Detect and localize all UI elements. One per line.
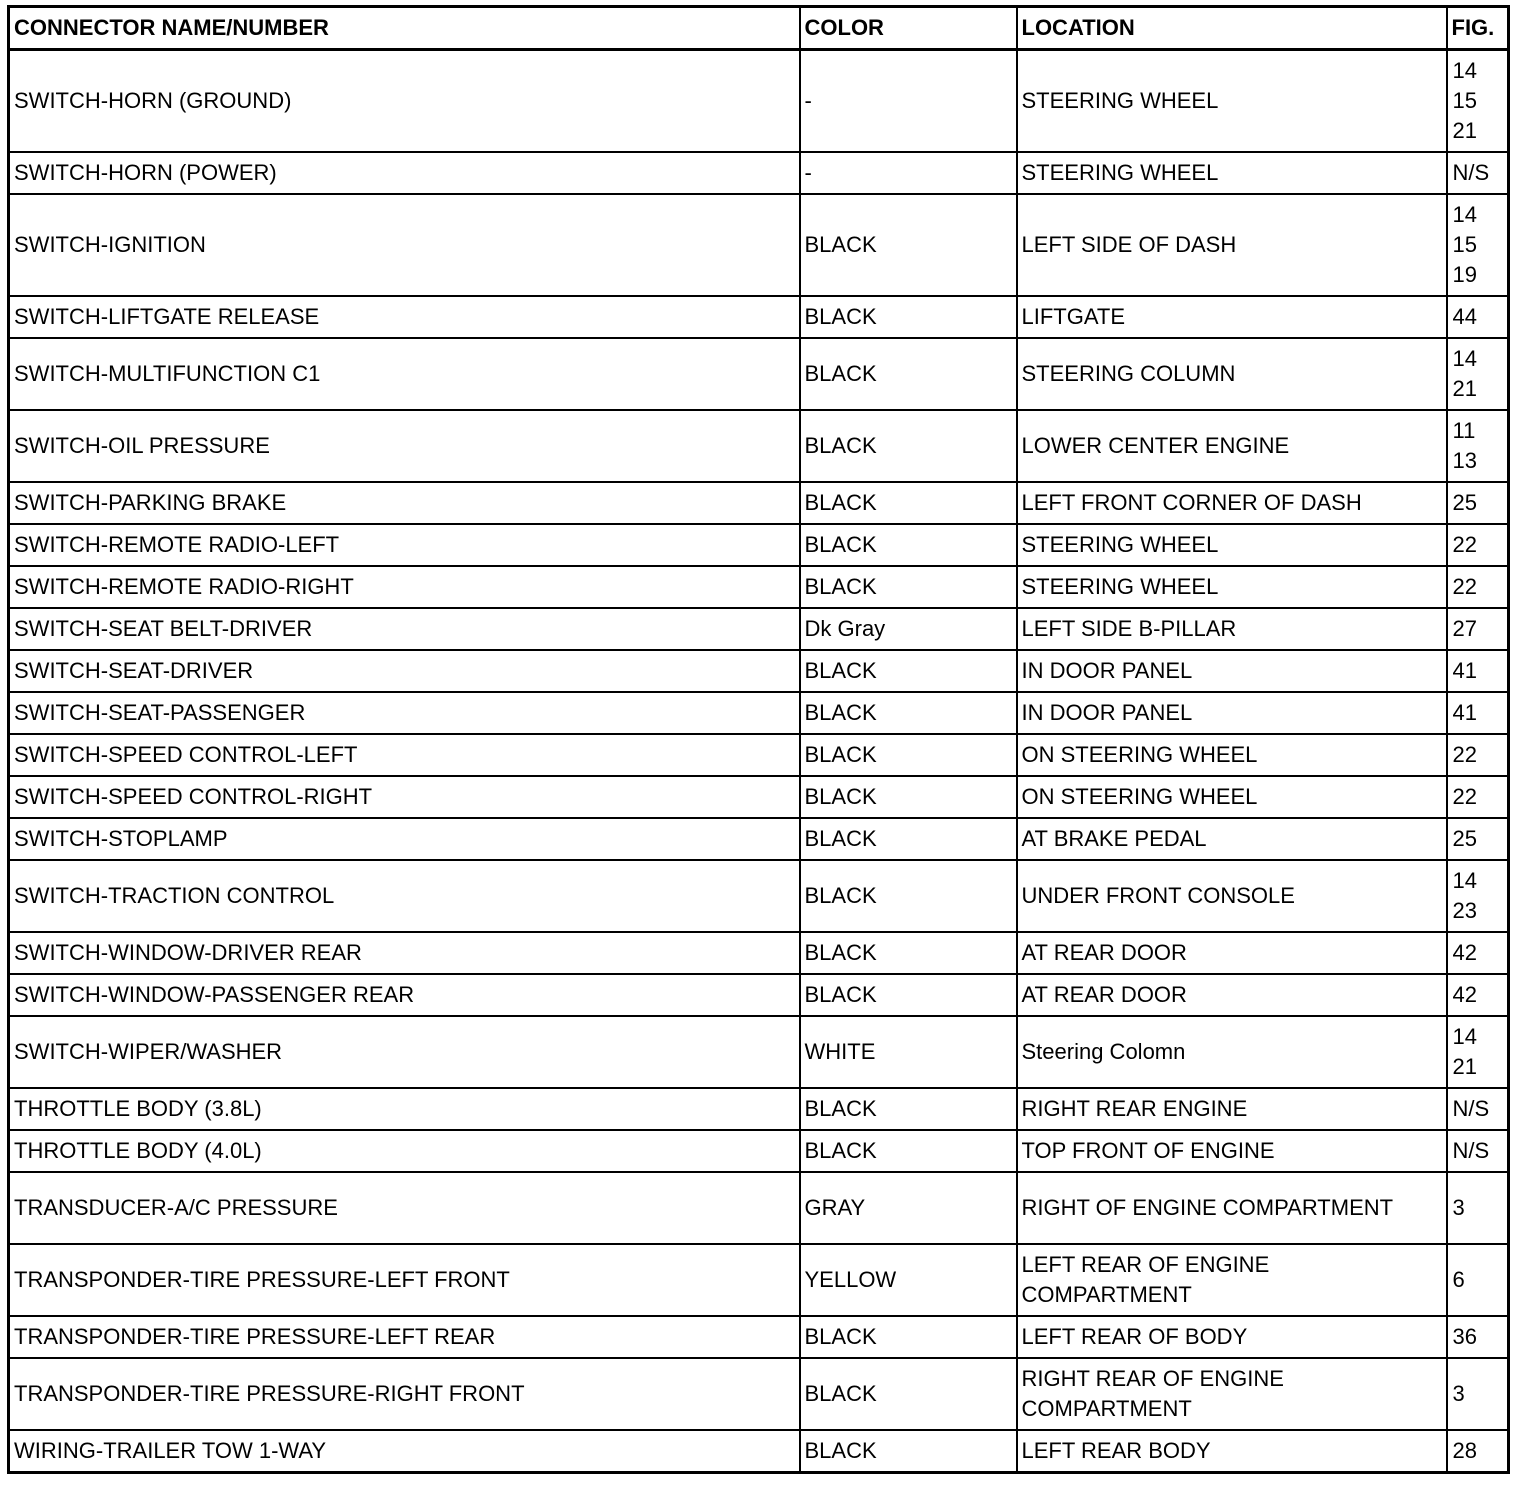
fig-cell: 28 xyxy=(1447,1430,1509,1473)
location-cell: RIGHT REAR OF ENGINE COMPARTMENT xyxy=(1017,1358,1447,1430)
fig-cell: 25 xyxy=(1447,482,1509,524)
connector-name-cell: SWITCH-SEAT-DRIVER xyxy=(9,650,800,692)
table-row xyxy=(9,860,1509,932)
table-row xyxy=(9,1244,1509,1316)
fig-cell: 27 xyxy=(1447,608,1509,650)
fig-cell: 22 xyxy=(1447,776,1509,818)
connector-name-cell: SWITCH-STOPLAMP xyxy=(9,818,800,860)
location-cell: STEERING COLUMN xyxy=(1017,338,1447,410)
location-cell: TOP FRONT OF ENGINE xyxy=(1017,1130,1447,1172)
location-cell: LEFT REAR BODY xyxy=(1017,1430,1447,1473)
color-cell: Dk Gray xyxy=(800,608,1017,650)
table-row xyxy=(9,524,1509,566)
connector-name-cell: SWITCH-SEAT-PASSENGER xyxy=(9,692,800,734)
location-cell: AT BRAKE PEDAL xyxy=(1017,818,1447,860)
connector-name-cell: THROTTLE BODY (3.8L) xyxy=(9,1088,800,1130)
color-cell: BLACK xyxy=(800,1430,1017,1473)
location-cell: STEERING WHEEL xyxy=(1017,566,1447,608)
fig-cell: 41 xyxy=(1447,650,1509,692)
color-cell: BLACK xyxy=(800,1358,1017,1430)
table-row xyxy=(9,1088,1509,1130)
fig-cell: 36 xyxy=(1447,1316,1509,1358)
table-row xyxy=(9,1430,1509,1473)
connector-name-cell: SWITCH-WIPER/WASHER xyxy=(9,1016,800,1088)
connector-name-cell: SWITCH-REMOTE RADIO-RIGHT xyxy=(9,566,800,608)
color-cell: BLACK xyxy=(800,1088,1017,1130)
table-row xyxy=(9,974,1509,1016)
color-cell: WHITE xyxy=(800,1016,1017,1088)
fig-cell: N/S xyxy=(1447,152,1509,194)
fig-cell: N/S xyxy=(1447,1088,1509,1130)
connector-name-cell: SWITCH-SPEED CONTROL-LEFT xyxy=(9,734,800,776)
color-cell: BLACK xyxy=(800,776,1017,818)
header-color: COLOR xyxy=(800,7,1017,50)
color-cell: BLACK xyxy=(800,974,1017,1016)
table-row xyxy=(9,1016,1509,1088)
table-row xyxy=(9,734,1509,776)
table-row xyxy=(9,932,1509,974)
fig-cell: 22 xyxy=(1447,524,1509,566)
connector-name-cell: TRANSPONDER-TIRE PRESSURE-RIGHT FRONT xyxy=(9,1358,800,1430)
fig-cell: 44 xyxy=(1447,296,1509,338)
color-cell: BLACK xyxy=(800,566,1017,608)
color-cell: BLACK xyxy=(800,482,1017,524)
table-row xyxy=(9,1358,1509,1430)
connector-name-cell: SWITCH-WINDOW-DRIVER REAR xyxy=(9,932,800,974)
header-fig: FIG. xyxy=(1447,7,1509,50)
location-cell: UNDER FRONT CONSOLE xyxy=(1017,860,1447,932)
color-cell: BLACK xyxy=(800,1316,1017,1358)
location-cell: LOWER CENTER ENGINE xyxy=(1017,410,1447,482)
table-row xyxy=(9,566,1509,608)
fig-cell: N/S xyxy=(1447,1130,1509,1172)
location-cell: AT REAR DOOR xyxy=(1017,974,1447,1016)
table-row xyxy=(9,296,1509,338)
color-cell: BLACK xyxy=(800,296,1017,338)
fig-cell: 3 xyxy=(1447,1172,1509,1244)
connector-name-cell: THROTTLE BODY (4.0L) xyxy=(9,1130,800,1172)
table-row xyxy=(9,692,1509,734)
table-row xyxy=(9,1172,1509,1244)
location-cell: ON STEERING WHEEL xyxy=(1017,776,1447,818)
color-cell: BLACK xyxy=(800,524,1017,566)
connector-name-cell: WIRING-TRAILER TOW 1-WAY xyxy=(9,1430,800,1473)
connector-name-cell: SWITCH-OIL PRESSURE xyxy=(9,410,800,482)
connector-name-cell: TRANSPONDER-TIRE PRESSURE-LEFT REAR xyxy=(9,1316,800,1358)
table-row xyxy=(9,338,1509,410)
header-row xyxy=(9,7,1509,50)
table-row xyxy=(9,50,1509,153)
location-cell: LEFT SIDE B-PILLAR xyxy=(1017,608,1447,650)
fig-cell: 22 xyxy=(1447,734,1509,776)
location-cell: STEERING WHEEL xyxy=(1017,524,1447,566)
table-row xyxy=(9,776,1509,818)
fig-cell: 41 xyxy=(1447,692,1509,734)
color-cell: BLACK xyxy=(800,338,1017,410)
header-location: LOCATION xyxy=(1017,7,1447,50)
color-cell: BLACK xyxy=(800,818,1017,860)
location-cell: STEERING WHEEL xyxy=(1017,152,1447,194)
connector-name-cell: SWITCH-MULTIFUNCTION C1 xyxy=(9,338,800,410)
table-body xyxy=(9,50,1509,1473)
color-cell: BLACK xyxy=(800,692,1017,734)
color-cell: BLACK xyxy=(800,194,1017,296)
location-cell: IN DOOR PANEL xyxy=(1017,650,1447,692)
table-row xyxy=(9,608,1509,650)
color-cell: BLACK xyxy=(800,860,1017,932)
fig-cell: 14 23 xyxy=(1447,860,1509,932)
connector-name-cell: SWITCH-IGNITION xyxy=(9,194,800,296)
location-cell: RIGHT REAR ENGINE xyxy=(1017,1088,1447,1130)
connector-name-cell: SWITCH-HORN (GROUND) xyxy=(9,50,800,153)
location-cell: LEFT REAR OF BODY xyxy=(1017,1316,1447,1358)
connector-name-cell: TRANSDUCER-A/C PRESSURE xyxy=(9,1172,800,1244)
fig-cell: 42 xyxy=(1447,932,1509,974)
connector-name-cell: SWITCH-PARKING BRAKE xyxy=(9,482,800,524)
table-header xyxy=(9,7,1509,50)
color-cell: BLACK xyxy=(800,932,1017,974)
color-cell: BLACK xyxy=(800,734,1017,776)
color-cell: - xyxy=(800,50,1017,153)
color-cell: YELLOW xyxy=(800,1244,1017,1316)
location-cell: LIFTGATE xyxy=(1017,296,1447,338)
connector-name-cell: SWITCH-HORN (POWER) xyxy=(9,152,800,194)
fig-cell: 11 13 xyxy=(1447,410,1509,482)
location-cell: ON STEERING WHEEL xyxy=(1017,734,1447,776)
fig-cell: 14 21 xyxy=(1447,1016,1509,1088)
header-connector-name: CONNECTOR NAME/NUMBER xyxy=(9,7,800,50)
location-cell: RIGHT OF ENGINE COMPARTMENT xyxy=(1017,1172,1447,1244)
connector-table xyxy=(7,5,1510,1474)
location-cell: AT REAR DOOR xyxy=(1017,932,1447,974)
color-cell: BLACK xyxy=(800,1130,1017,1172)
connector-name-cell: SWITCH-SPEED CONTROL-RIGHT xyxy=(9,776,800,818)
connector-name-cell: SWITCH-REMOTE RADIO-LEFT xyxy=(9,524,800,566)
connector-name-cell: TRANSPONDER-TIRE PRESSURE-LEFT FRONT xyxy=(9,1244,800,1316)
table-row xyxy=(9,152,1509,194)
location-cell: IN DOOR PANEL xyxy=(1017,692,1447,734)
table-row xyxy=(9,1316,1509,1358)
fig-cell: 14 15 19 xyxy=(1447,194,1509,296)
fig-cell: 42 xyxy=(1447,974,1509,1016)
fig-cell: 22 xyxy=(1447,566,1509,608)
connector-name-cell: SWITCH-LIFTGATE RELEASE xyxy=(9,296,800,338)
color-cell: GRAY xyxy=(800,1172,1017,1244)
location-cell: Steering Colomn xyxy=(1017,1016,1447,1088)
fig-cell: 25 xyxy=(1447,818,1509,860)
connector-name-cell: SWITCH-SEAT BELT-DRIVER xyxy=(9,608,800,650)
table-row xyxy=(9,410,1509,482)
fig-cell: 14 15 21 xyxy=(1447,50,1509,153)
location-cell: LEFT FRONT CORNER OF DASH xyxy=(1017,482,1447,524)
table-row xyxy=(9,482,1509,524)
color-cell: BLACK xyxy=(800,650,1017,692)
color-cell: - xyxy=(800,152,1017,194)
fig-cell: 6 xyxy=(1447,1244,1509,1316)
table-row xyxy=(9,650,1509,692)
fig-cell: 14 21 xyxy=(1447,338,1509,410)
connector-name-cell: SWITCH-WINDOW-PASSENGER REAR xyxy=(9,974,800,1016)
table-row xyxy=(9,818,1509,860)
table-row xyxy=(9,1130,1509,1172)
color-cell: BLACK xyxy=(800,410,1017,482)
location-cell: STEERING WHEEL xyxy=(1017,50,1447,153)
table-row xyxy=(9,194,1509,296)
location-cell: LEFT SIDE OF DASH xyxy=(1017,194,1447,296)
connector-name-cell: SWITCH-TRACTION CONTROL xyxy=(9,860,800,932)
fig-cell: 3 xyxy=(1447,1358,1509,1430)
location-cell: LEFT REAR OF ENGINE COMPARTMENT xyxy=(1017,1244,1447,1316)
